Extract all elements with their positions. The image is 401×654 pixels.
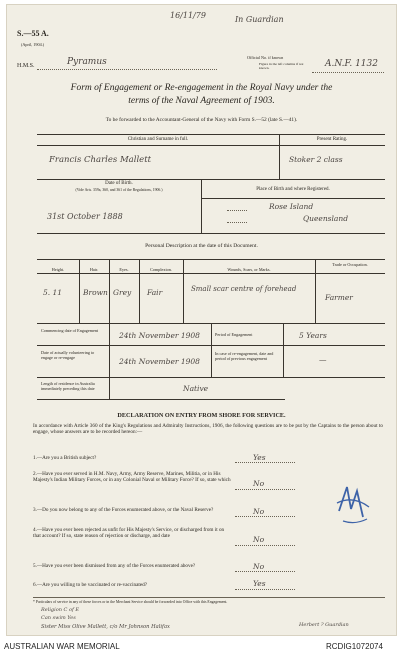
answer-2: No xyxy=(253,479,265,488)
residence-value: Native xyxy=(183,384,209,393)
period-label: Period of Engagement xyxy=(215,332,253,337)
hair-value: Brown xyxy=(83,288,108,297)
eyes-header: Eyes. xyxy=(119,267,129,272)
dob-sub: (Vide Arts. 359a, 360, and 361 of the Regulations, 1906.) xyxy=(75,188,163,192)
footnote: * Particulars of service in any of these forces or in the Merchant Service should be forwarded into Office with this Engagement. xyxy=(33,600,228,604)
top-note: 16/11/79 xyxy=(170,11,206,20)
answer-4: No xyxy=(253,535,265,544)
hms-label: H.M.S. xyxy=(17,63,35,69)
top-right-note: In Guardian xyxy=(235,15,284,24)
footer-right: RCDIG1072074 xyxy=(326,642,383,651)
volunteering-value: 24th November 1908 xyxy=(119,357,200,366)
description-heading: Personal Description at the date of this Document. xyxy=(145,243,258,249)
question-3: 3.—Do you now belong to any of the Forces enumerated above, or the Naval Reserve? xyxy=(33,507,214,513)
form-title-line-2: terms of the Naval Agreement of 1903. xyxy=(128,96,275,106)
height-value: 5. 11 xyxy=(43,288,63,297)
official-no-label: Official No. if known xyxy=(247,55,284,60)
archive-footer xyxy=(0,640,401,654)
swim-note: Can swim Yes xyxy=(41,615,76,621)
rating-value: Stoker 2 class xyxy=(289,155,343,164)
answer-1: Yes xyxy=(253,453,266,462)
trade-value: Farmer xyxy=(325,293,353,302)
wounds-header: Wounds, Scars, or Marks. xyxy=(227,267,271,272)
commencing-label: Commencing date of Engagement xyxy=(41,328,99,333)
form-title-line-1: Form of Engagement or Re-engagement in the Royal Navy under the xyxy=(70,83,333,93)
wounds-value: Small scar centre of forehead xyxy=(191,285,297,293)
answer-6: Yes xyxy=(253,579,266,588)
question-6: 6.—Are you willing to be vaccinated or re-vaccinated? xyxy=(33,582,148,588)
residence-label: Length of residence in Australia immediately preceding this date xyxy=(41,381,95,391)
birthplace-header: Place of Birth and where Registered. xyxy=(256,187,330,192)
religion-note: Religion C of E xyxy=(41,607,80,613)
form-number: S.—55 A. xyxy=(17,29,49,38)
answer-5: No xyxy=(253,562,265,571)
commencing-value: 24th November 1908 xyxy=(119,331,200,340)
name-header: Christian and Surname in full. xyxy=(127,137,189,142)
official-no-sub: Figure in the left columns if not known. xyxy=(259,62,304,70)
signature-note: Herbert ? Guardian xyxy=(299,622,349,628)
declaration-intro: In accordance with Article 360 of the King's Regulations and Admiralty Instructions, 1906, the following questions are to be put by the Captains to the person about to engage, whose answers are to be recorded hereon:— xyxy=(33,423,383,436)
height-header: Height. xyxy=(51,267,65,272)
period-value: 5 Years xyxy=(299,331,327,340)
hair-header: Hair. xyxy=(89,267,99,272)
official-no-value: A.N.F. 1132 xyxy=(325,59,378,69)
blue-signature-mark xyxy=(333,481,373,529)
forward-note: To be forwarded to the Accountant-General of the Navy with Form S.—52 (late S.—41). xyxy=(105,117,298,123)
question-5: 5.—Have you ever been dismissed from any of the Forces enumerated above? xyxy=(33,563,196,569)
question-2: 2.—Have you ever served in H.M. Navy, Army, Army Reserve, Marines, Militia, or in His Majesty's Indian Military Forces, or in any Colonial Naval or Military Force? If so, state which xyxy=(33,471,231,484)
birthplace-line-1: Rose Island xyxy=(269,202,314,211)
complexion-header: Complexion. xyxy=(150,267,172,272)
official-no-dotline xyxy=(312,72,384,73)
dob-header: Date of Birth. xyxy=(105,181,133,186)
answer-3: No xyxy=(253,507,265,516)
hms-dotline xyxy=(37,69,217,70)
complexion-value: Fair xyxy=(147,288,163,297)
volunteering-label: Date of actually volunteering to engage or re-engage xyxy=(41,350,95,360)
question-4: 4.—Have you ever been rejected as unfit for His Majesty's Service, or discharged from it on that account? If so, state reason of rejection or discharge, and date xyxy=(33,527,225,540)
rating-header: Present Rating. xyxy=(316,137,348,142)
hms-value: Pyramus xyxy=(67,57,107,67)
declaration-heading: DECLARATION ON ENTRY FROM SHORE FOR SERVICE. xyxy=(117,412,286,419)
name-value: Francis Charles Mallett xyxy=(49,155,152,165)
reengagement-value: — xyxy=(319,355,327,364)
next-of-kin-note: Sister Miss Olive Mallett, c/o Mr Johnson Halifax xyxy=(41,624,170,630)
reengagement-label: In case of re-engagement, date and period of previous engagement xyxy=(215,351,274,361)
eyes-value: Grey xyxy=(113,288,132,297)
footer-left: AUSTRALIAN WAR MEMORIAL xyxy=(4,642,120,651)
trade-header: Trade or Occupation. xyxy=(332,262,368,267)
dob-value: 31st October 1888 xyxy=(47,212,123,221)
birthplace-line-2: Queensland xyxy=(303,214,349,223)
form-sheet xyxy=(6,4,397,636)
question-1: 1.—Are you a British subject? xyxy=(33,455,97,461)
form-date: (April, 1904.) xyxy=(21,42,45,47)
